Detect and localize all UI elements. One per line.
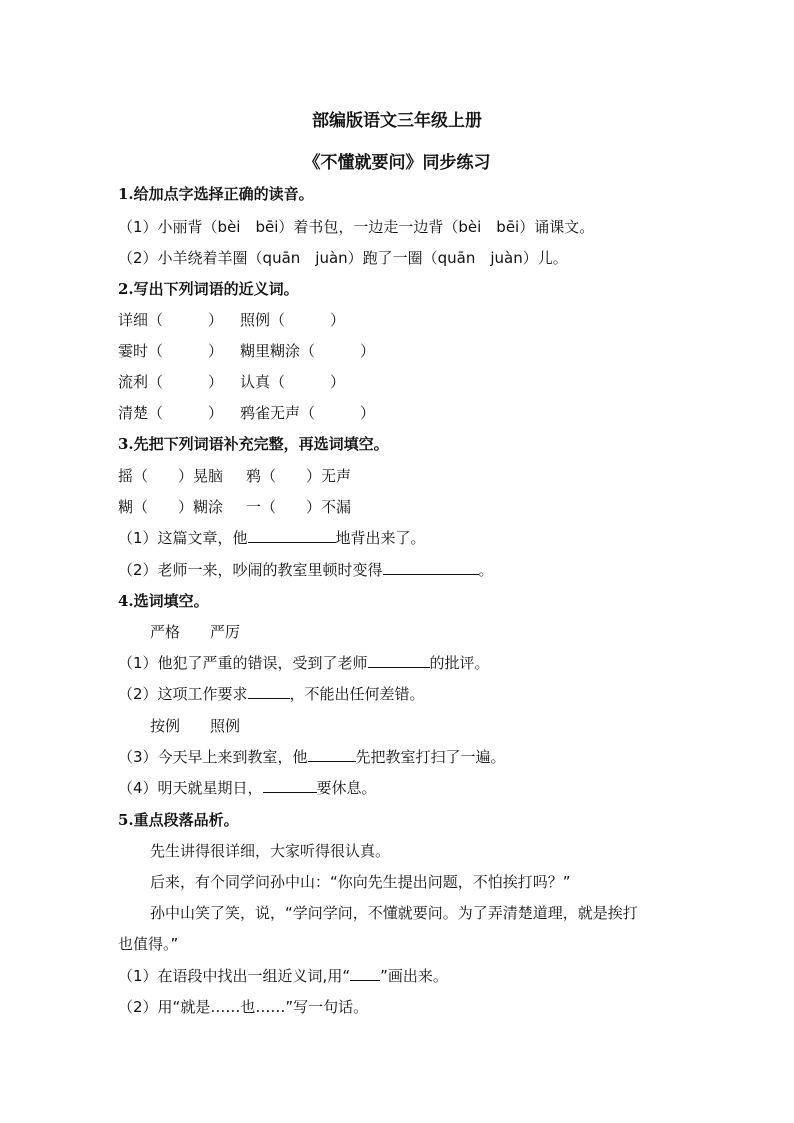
q3-word: 一（ ）不漏 xyxy=(246,498,352,516)
q3-sentence-1-end: 地背出来了。 xyxy=(335,529,426,547)
q2-word: 鸦雀无声（ ） xyxy=(240,404,376,422)
q4-sentence-2-end: ，不能出任何差错。 xyxy=(289,685,425,703)
q2-heading: 2.写出下列词语的近义词。 xyxy=(118,280,299,298)
q2-row xyxy=(118,341,375,361)
q3-row xyxy=(118,466,351,486)
q3-sentence-1 xyxy=(118,528,426,548)
q3-heading: 3.先把下列词语补充完整，再选词填空。 xyxy=(118,435,389,453)
answer-blank[interactable] xyxy=(248,528,336,543)
q3-sentence-2 xyxy=(118,560,494,580)
q2-word: 详细（ ） xyxy=(118,311,224,329)
answer-blank[interactable] xyxy=(248,684,290,699)
q2-row xyxy=(118,310,345,330)
q5-question-2: （2）用“就是……也……”写一句话。 xyxy=(118,998,369,1016)
q5-question-1-end: ”画出来。 xyxy=(380,967,448,985)
q4-sentence-4-end: 要休息。 xyxy=(316,779,377,797)
q4-sentence-2 xyxy=(118,684,425,704)
q5-question-1-text: （1）在语段中找出一组近义词,用“ xyxy=(118,967,351,985)
q3-sentence-1-text: （1）这篇文章，他 xyxy=(118,529,248,547)
q5-paragraph-3-cont: 也值得。” xyxy=(118,935,179,953)
q4-sentence-4-text: （4）明天就星期日， xyxy=(118,779,263,797)
q3-word: 摇（ ）晃脑 xyxy=(118,467,224,485)
q4-word-group-1: 严格 严厉 xyxy=(150,623,241,641)
q4-sentence-3-end: 先把教室打扫了一遍。 xyxy=(355,748,506,766)
q4-sentence-3-text: （3）今天早上来到教室，他 xyxy=(118,748,308,766)
q4-word-group-2: 按例 照例 xyxy=(150,717,241,735)
q4-sentence-4 xyxy=(118,778,377,798)
q2-word: 清楚（ ） xyxy=(118,404,224,422)
q5-paragraph-2: 后来，有个同学问孙中山：“你向先生提出问题，不怕挨打吗？” xyxy=(150,873,571,891)
q3-sentence-2-end: 。 xyxy=(478,561,494,579)
q4-sentence-3 xyxy=(118,747,506,767)
q2-word: 认真（ ） xyxy=(240,373,346,391)
q5-heading: 5.重点段落品析。 xyxy=(118,811,239,829)
q2-word: 流利（ ） xyxy=(118,373,224,391)
answer-blank[interactable] xyxy=(263,778,317,793)
answer-blank[interactable] xyxy=(383,560,479,575)
q4-sentence-1-text: （1）他犯了严重的错误，受到了老师 xyxy=(118,654,368,672)
q4-sentence-2-text: （2）这项工作要求 xyxy=(118,685,248,703)
q4-sentence-1 xyxy=(118,653,490,673)
q1-heading: 1.给加点字选择正确的读音。 xyxy=(118,185,314,203)
q2-row xyxy=(118,372,345,392)
q2-word: 霎时（ ） xyxy=(118,342,224,360)
answer-blank[interactable] xyxy=(308,747,356,762)
q3-word: 鸦（ ）无声 xyxy=(246,467,352,485)
q5-paragraph-3: 孙中山笑了笑，说，“学问学问，不懂就要问。为了弄清楚道理，就是挨打 xyxy=(150,904,638,922)
q2-word: 糊里糊涂（ ） xyxy=(240,342,376,360)
q1-item-1: （1）小丽背（bèi bēi）着书包，一边走一边背（bèi bēi）诵课文。 xyxy=(118,218,595,236)
q4-heading: 4.选词填空。 xyxy=(118,592,209,610)
q3-sentence-2-text: （2）老师一来，吵闹的教室里顿时变得 xyxy=(118,561,383,579)
page-subtitle: 《不懂就要问》同步练习 xyxy=(303,153,491,173)
underline-sample xyxy=(350,966,380,981)
page-title: 部编版语文三年级上册 xyxy=(312,111,482,131)
q4-sentence-1-end: 的批评。 xyxy=(429,654,490,672)
q5-paragraph-1: 先生讲得很详细，大家听得很认真。 xyxy=(150,842,391,860)
q3-word: 糊（ ）糊涂 xyxy=(118,498,224,516)
q1-item-2: （2）小羊绕着羊圈（quān juàn）跑了一圈（quān juàn）儿。 xyxy=(118,249,568,267)
q5-question-1 xyxy=(118,966,448,986)
q2-word: 照例（ ） xyxy=(240,311,346,329)
answer-blank[interactable] xyxy=(368,653,430,668)
q3-row xyxy=(118,497,351,517)
q2-row xyxy=(118,403,375,423)
